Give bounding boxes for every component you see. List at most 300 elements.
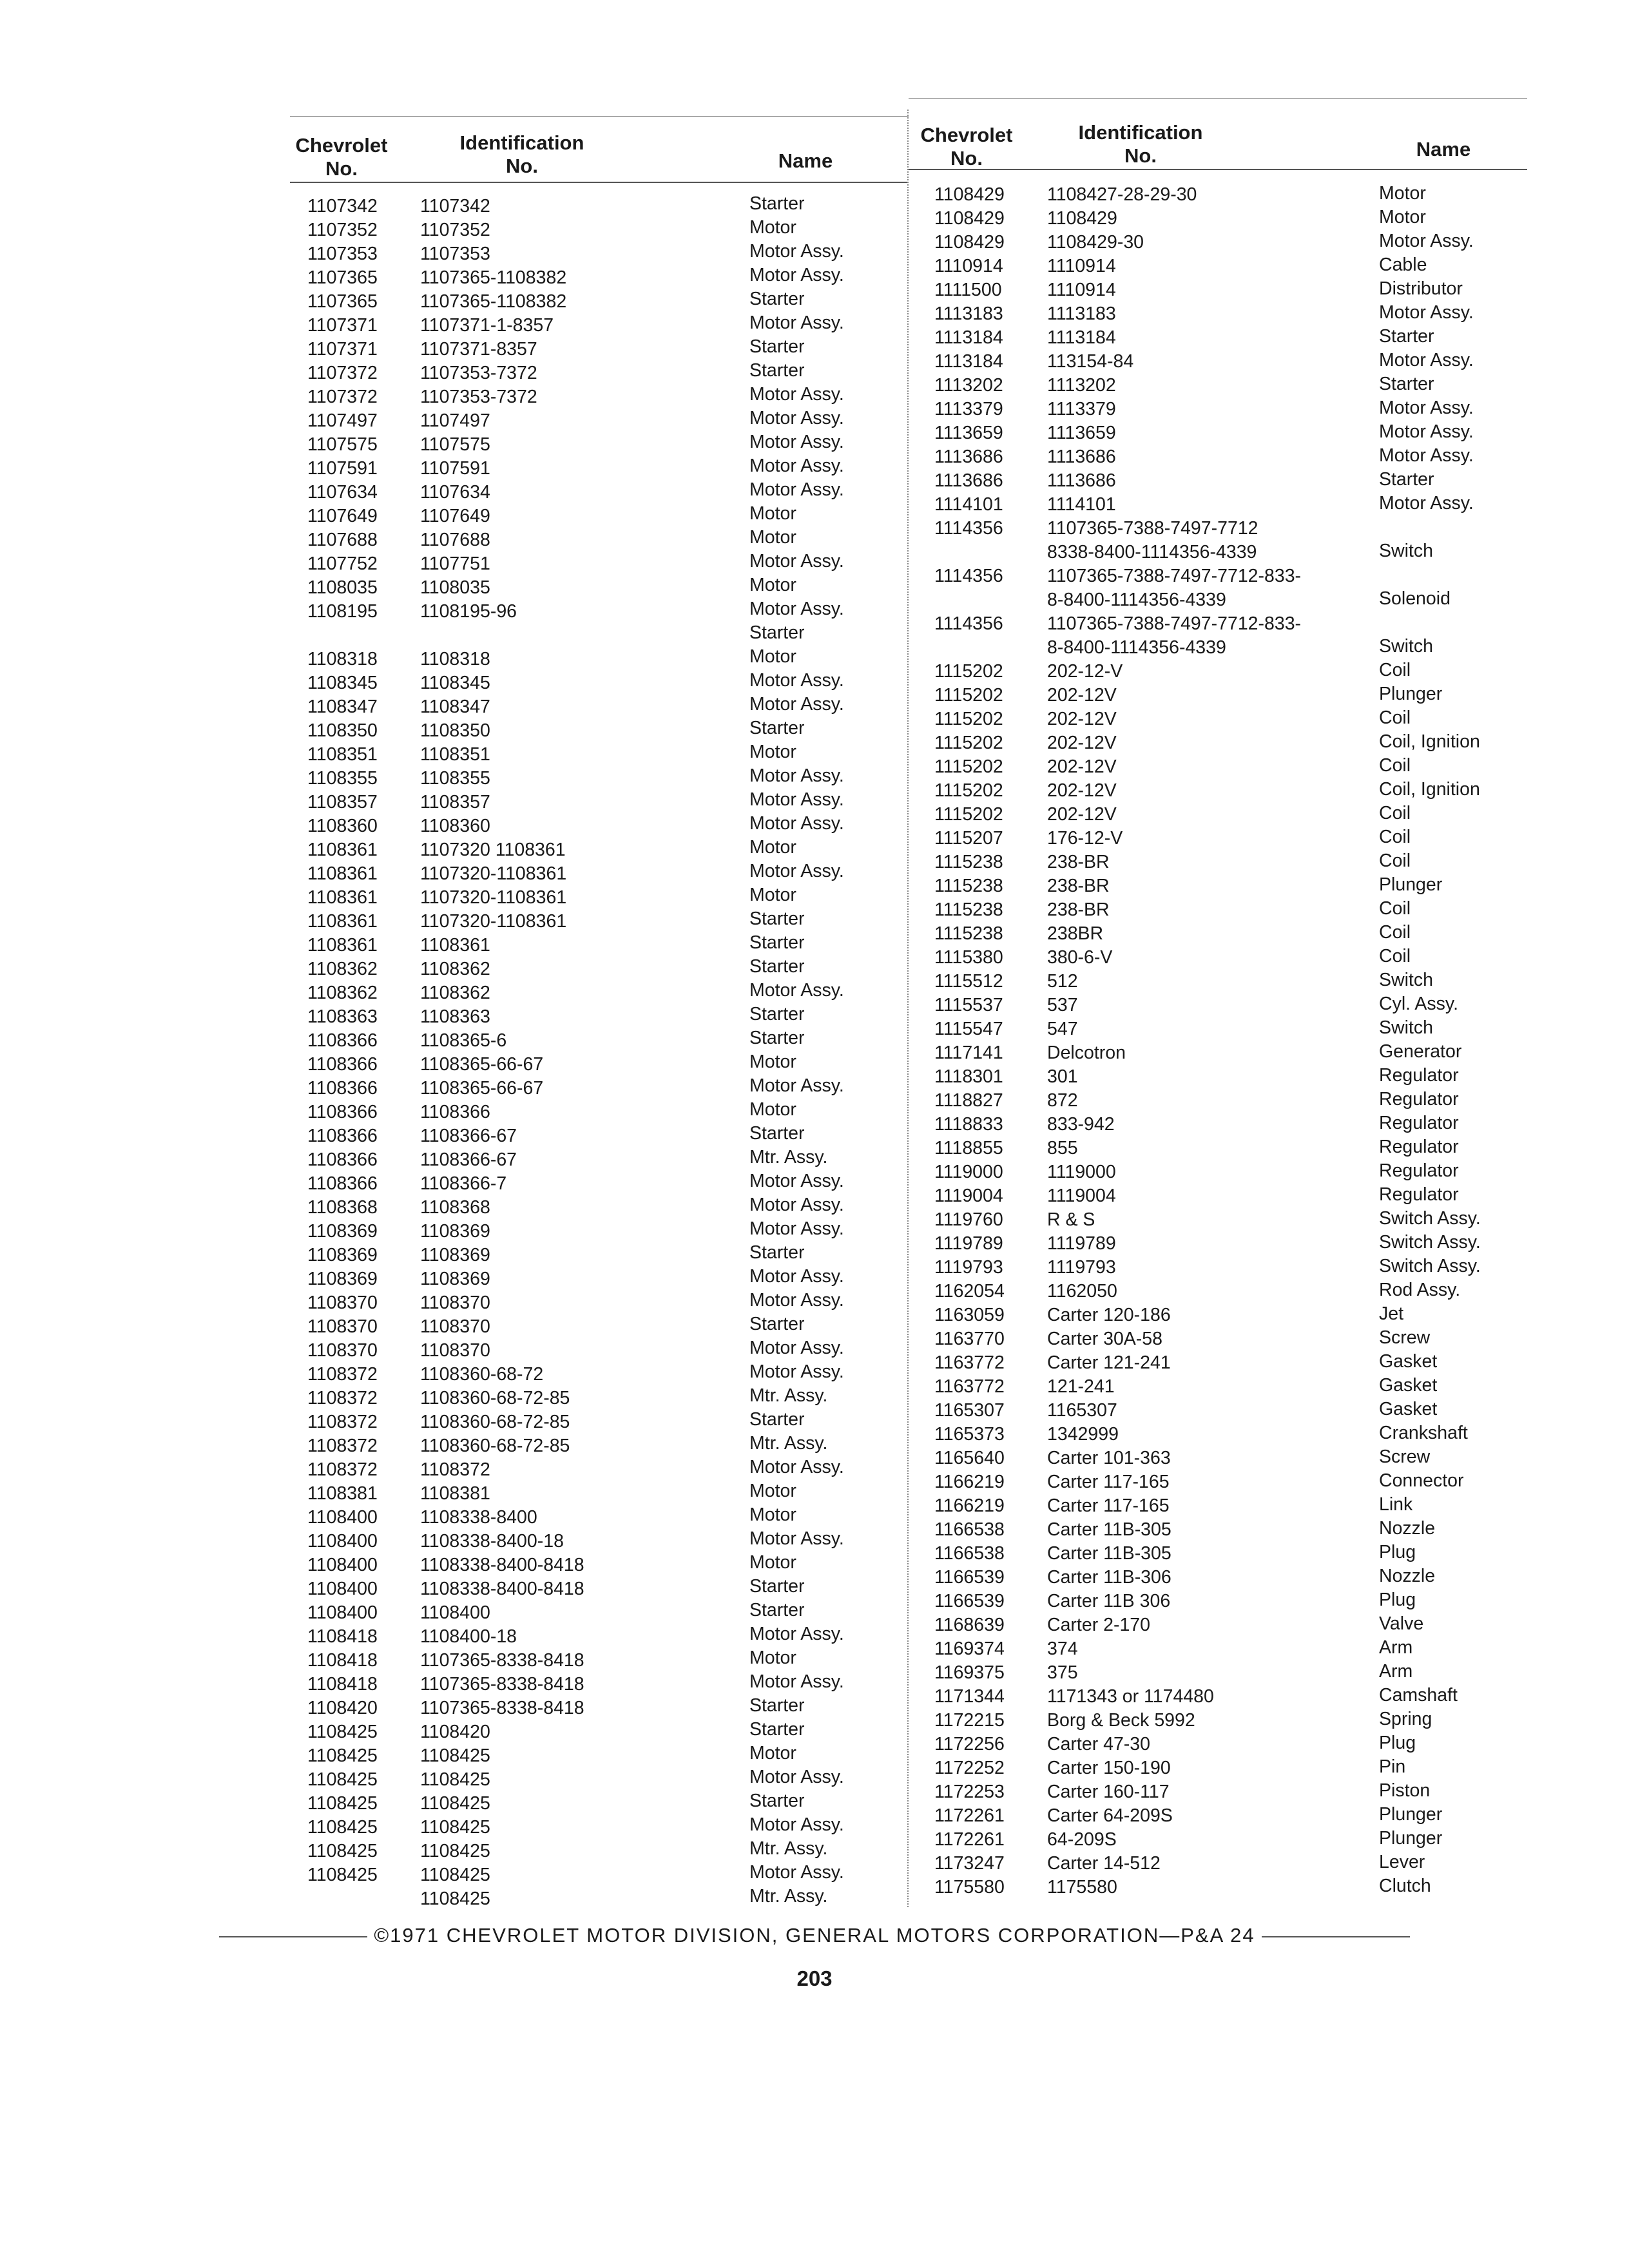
table-cell: 1108360-68-72 xyxy=(420,1364,544,1385)
table-cell: Motor xyxy=(749,503,796,524)
table-cell: Coil xyxy=(1379,827,1411,847)
table-cell: 872 xyxy=(1047,1090,1078,1111)
table-cell xyxy=(1379,563,1481,587)
table-cell: Motor Assy. xyxy=(1379,231,1474,251)
right-name-column xyxy=(1379,182,1481,1898)
table-cell: Motor Assy. xyxy=(749,599,844,619)
table-cell: 1107591 xyxy=(307,458,378,479)
table-cell xyxy=(420,624,584,648)
table-cell: 1108195 xyxy=(307,601,378,622)
table-cell: 1110914 xyxy=(1047,280,1116,300)
table-cell: Coil, Ignition xyxy=(1379,779,1480,800)
table-cell: 1118301 xyxy=(934,1066,1003,1087)
table-cell: Plunger xyxy=(1379,1828,1443,1849)
table-cell: 1108425 xyxy=(420,1769,490,1790)
table-cell: 301 xyxy=(1047,1066,1078,1087)
table-cell: 1107365 xyxy=(307,267,378,288)
table-cell: 1166538 xyxy=(934,1519,1005,1540)
table-cell: Motor xyxy=(749,1481,796,1501)
table-cell: Clutch xyxy=(1379,1876,1431,1896)
table-cell: Starter xyxy=(749,1791,805,1811)
table-cell: 1108361 xyxy=(307,863,378,884)
table-cell: 1107497 xyxy=(420,410,490,431)
table-cell: 1108369 xyxy=(420,1269,490,1289)
left-header-name: Name xyxy=(778,149,833,172)
table-cell: 1108338-8400 xyxy=(420,1507,537,1528)
table-cell: 1107688 xyxy=(420,530,490,550)
table-cell: 1113686 xyxy=(1047,447,1116,467)
table-cell: Motor Assy. xyxy=(749,312,844,333)
table-cell: 1108425 xyxy=(307,1865,378,1885)
table-cell: 1108425 xyxy=(307,1722,378,1742)
table-cell: Regulator xyxy=(1379,1160,1459,1181)
table-cell: 1113183 xyxy=(934,303,1003,324)
header-rule-left xyxy=(290,182,909,183)
table-cell: 1166219 xyxy=(934,1472,1005,1492)
table-cell: 1108400 xyxy=(307,1555,378,1575)
table-cell: 1107365-8338-8418 xyxy=(420,1650,584,1671)
table-cell: Coil xyxy=(1379,922,1411,943)
table-cell: 8338-8400-1114356-4339 xyxy=(1047,542,1257,562)
table-cell: 1108338-8400-18 xyxy=(420,1531,564,1552)
table-cell: 1107320-1108361 xyxy=(420,911,567,932)
table-cell: 1108425 xyxy=(420,1793,490,1814)
table-cell: 1108368 xyxy=(307,1197,378,1218)
table-cell: 1119793 xyxy=(934,1257,1003,1278)
table-cell: 1108361 xyxy=(420,935,490,956)
table-cell: Motor Assy. xyxy=(749,1457,844,1477)
table-cell xyxy=(934,588,1005,612)
table-cell: 537 xyxy=(1047,995,1078,1015)
copyright-text: ©1971 CHEVROLET MOTOR DIVISION, GENERAL MOTORS CORPORATION—P&A 24 xyxy=(374,1924,1255,1946)
table-cell: 1169374 xyxy=(934,1639,1005,1659)
table-cell: Carter 121-241 xyxy=(1047,1352,1171,1373)
table-cell: Lever xyxy=(1379,1852,1425,1872)
table-cell: 1115380 xyxy=(934,947,1003,968)
table-cell: 1342999 xyxy=(1047,1424,1119,1445)
table-cell: Screw xyxy=(1379,1327,1431,1348)
table-cell: Pin xyxy=(1379,1756,1406,1777)
table-cell: 1107371-1-8357 xyxy=(420,315,554,336)
table-cell: 1107372 xyxy=(307,363,378,383)
table-cell: Motor Assy. xyxy=(749,1361,844,1382)
table-cell: 1108425 xyxy=(420,1841,490,1861)
table-cell: 1108366-67 xyxy=(420,1126,517,1146)
table-cell: 1108345 xyxy=(307,673,378,693)
table-cell: 1108351 xyxy=(420,744,490,765)
table-cell: 1108365-66-67 xyxy=(420,1054,544,1075)
table-cell: 1163059 xyxy=(934,1305,1005,1325)
table-cell: 1115238 xyxy=(934,923,1003,944)
table-cell: Gasket xyxy=(1379,1399,1438,1419)
table-cell: 1107688 xyxy=(307,530,378,550)
table-cell: 1107353 xyxy=(420,244,490,264)
table-cell: 1114356 xyxy=(934,518,1003,539)
table-cell: Arm xyxy=(1379,1637,1413,1658)
table-cell: Delcotron xyxy=(1047,1043,1126,1063)
table-cell: 1108360 xyxy=(307,816,378,836)
table-cell: 1107365-7388-7497-7712-833- xyxy=(1047,613,1302,634)
table-cell: 1175580 xyxy=(934,1877,1005,1898)
table-cell: 1108425 xyxy=(420,1745,490,1766)
table-cell: Motor xyxy=(749,646,796,667)
table-cell: Regulator xyxy=(1379,1065,1459,1086)
table-cell: 1108368 xyxy=(420,1197,490,1218)
table-cell: Carter 2-170 xyxy=(1047,1615,1150,1635)
table-cell: 1107353-7372 xyxy=(420,387,537,407)
table-cell: 1115537 xyxy=(934,995,1003,1015)
table-cell: Switch Assy. xyxy=(1379,1232,1481,1253)
table-cell: 1110914 xyxy=(1047,256,1116,276)
table-cell: Mtr. Assy. xyxy=(749,1147,828,1168)
table-cell: Rod Assy. xyxy=(1379,1280,1461,1300)
table-cell: 1108366 xyxy=(420,1102,490,1122)
table-cell: 1108366 xyxy=(307,1102,378,1122)
table-cell: 1108035 xyxy=(420,577,490,598)
table-cell: 1108372 xyxy=(420,1459,490,1480)
table-cell: Carter 14-512 xyxy=(1047,1853,1161,1874)
table-cell: Motor xyxy=(749,217,796,238)
right-header-chevrolet-no: Chevrolet No. xyxy=(920,124,1013,169)
table-cell: 1108360-68-72-85 xyxy=(420,1412,570,1432)
table-cell: 1108425 xyxy=(307,1841,378,1861)
table-cell: 1108361 xyxy=(307,887,378,908)
table-cell: 1108370 xyxy=(420,1316,490,1337)
table-cell xyxy=(307,624,378,648)
table-cell: 1171344 xyxy=(934,1686,1005,1707)
table-cell: 1108355 xyxy=(420,768,490,789)
table-cell: 1165307 xyxy=(1047,1400,1117,1421)
table-cell: Coil, Ignition xyxy=(1379,731,1480,752)
table-cell: Nozzle xyxy=(1379,1566,1436,1586)
table-cell: Motor xyxy=(749,1099,796,1120)
table-cell: Motor Assy. xyxy=(749,813,844,834)
table-cell: 1107575 xyxy=(420,434,490,455)
table-cell: Motor Assy. xyxy=(749,551,844,572)
table-cell: Motor xyxy=(1379,183,1426,204)
table-cell: Mtr. Assy. xyxy=(749,1433,828,1454)
table-cell: 1107353 xyxy=(307,244,378,264)
table-cell: 1175580 xyxy=(1047,1877,1117,1898)
table-cell: Switch xyxy=(1379,970,1433,990)
table-cell: Regulator xyxy=(1379,1089,1459,1110)
table-cell: Motor Assy. xyxy=(749,1218,844,1239)
table-cell: 1118855 xyxy=(934,1138,1003,1158)
table-cell: 1172256 xyxy=(934,1734,1005,1754)
table-cell: 1108372 xyxy=(307,1412,378,1432)
table-cell: Coil xyxy=(1379,898,1411,919)
table-cell: Carter 64-209S xyxy=(1047,1805,1173,1826)
table-cell xyxy=(1379,515,1481,539)
table-cell: Motor Assy. xyxy=(749,1624,844,1644)
table-cell: Motor xyxy=(749,742,796,762)
table-cell: Starter xyxy=(749,1314,805,1334)
table-cell: 1108425 xyxy=(307,1745,378,1766)
table-cell: 1108369 xyxy=(307,1269,378,1289)
table-cell: 8-8400-1114356-4339 xyxy=(1047,637,1226,658)
table-cell: 1108418 xyxy=(307,1626,378,1647)
table-cell: 1108400 xyxy=(420,1602,490,1623)
table-cell: 176-12-V xyxy=(1047,828,1123,849)
top-rule-right xyxy=(909,98,1527,99)
table-cell: 1163770 xyxy=(934,1329,1005,1349)
table-cell: 1108357 xyxy=(307,792,378,812)
table-cell: 1108429 xyxy=(934,208,1005,229)
table-cell: 1108350 xyxy=(420,720,490,741)
table-cell: 1107752 xyxy=(307,553,378,574)
left-header-identification-no: Identification No. xyxy=(459,131,584,177)
table-cell: 1107352 xyxy=(420,220,490,240)
table-cell: 380-6-V xyxy=(1047,947,1113,968)
table-cell: Mtr. Assy. xyxy=(749,1385,828,1406)
right-header-identification-no: Identification No. xyxy=(1078,121,1203,167)
table-cell: Motor Assy. xyxy=(749,861,844,881)
table-cell: 202-12V xyxy=(1047,756,1117,777)
table-cell: Motor Assy. xyxy=(1379,421,1474,442)
table-cell: Starter xyxy=(1379,374,1434,394)
table-cell: 1108427-28-29-30 xyxy=(1047,184,1197,205)
table-cell: Valve xyxy=(1379,1613,1424,1634)
table-cell: Carter 30A-58 xyxy=(1047,1329,1163,1349)
table-cell: 1108429 xyxy=(1047,208,1117,229)
table-cell: 202-12V xyxy=(1047,709,1117,729)
table-cell: 1108035 xyxy=(307,577,378,598)
table-cell: 1107497 xyxy=(307,410,378,431)
table-cell: Motor Assy. xyxy=(749,1338,844,1358)
table-cell: 1115238 xyxy=(934,899,1003,920)
table-cell: 1108360-68-72-85 xyxy=(420,1388,570,1408)
table-cell: 1107365-8338-8418 xyxy=(420,1674,584,1695)
table-cell: 1119793 xyxy=(1047,1257,1116,1278)
table-cell: 238BR xyxy=(1047,923,1104,944)
table-cell: Carter 117-165 xyxy=(1047,1472,1170,1492)
table-cell: 1108347 xyxy=(420,697,490,717)
table-cell: 1108361 xyxy=(307,911,378,932)
table-cell: Coil xyxy=(1379,850,1411,871)
table-cell: Motor Assy. xyxy=(1379,350,1474,370)
table-cell: 1118827 xyxy=(934,1090,1003,1111)
table-cell: 1115202 xyxy=(934,756,1003,777)
table-cell: 1118833 xyxy=(934,1114,1003,1135)
table-cell: 1114101 xyxy=(1047,494,1116,515)
table-cell: 1107365 xyxy=(307,291,378,312)
table-cell: 1162050 xyxy=(1047,1281,1117,1302)
table-cell: 1108425 xyxy=(307,1793,378,1814)
table-cell: Starter xyxy=(749,908,805,929)
table-cell: Motor Assy. xyxy=(749,1266,844,1287)
table-cell: 1108347 xyxy=(307,697,378,717)
table-cell: 1107342 xyxy=(307,196,378,216)
table-cell: 1107320-1108361 xyxy=(420,863,567,884)
table-cell: Spring xyxy=(1379,1709,1432,1729)
table-cell: Mtr. Assy. xyxy=(749,1838,828,1859)
table-cell: 833-942 xyxy=(1047,1114,1115,1135)
table-cell: 1108370 xyxy=(307,1293,378,1313)
table-cell: 1163772 xyxy=(934,1376,1005,1397)
table-cell: 1172253 xyxy=(934,1782,1005,1802)
table-cell: 1113659 xyxy=(1047,423,1116,443)
table-cell: Carter 117-165 xyxy=(1047,1495,1170,1516)
table-cell: 1113379 xyxy=(1047,399,1116,419)
table-cell: Regulator xyxy=(1379,1137,1459,1157)
table-cell: 1108425 xyxy=(420,1817,490,1838)
table-cell: 1107371 xyxy=(307,315,378,336)
table-cell: Starter xyxy=(749,1409,805,1430)
table-cell: 1119789 xyxy=(1047,1233,1116,1254)
table-cell: Motor Assy. xyxy=(1379,493,1474,514)
table-cell: 1108195-96 xyxy=(420,601,517,622)
table-cell: Regulator xyxy=(1379,1113,1459,1133)
table-cell: 1108418 xyxy=(307,1674,378,1695)
table-cell: 1108420 xyxy=(420,1722,490,1742)
table-cell: Borg & Beck 5992 xyxy=(1047,1710,1195,1731)
table-cell: Motor xyxy=(749,575,796,595)
table-cell: Starter xyxy=(749,360,805,381)
table-cell: Plug xyxy=(1379,1542,1416,1562)
table-cell: Starter xyxy=(749,1123,805,1144)
table-cell: 1110914 xyxy=(934,256,1003,276)
table-cell: Gasket xyxy=(1379,1351,1438,1372)
table-cell: 1108425 xyxy=(307,1769,378,1790)
table-cell: 1115202 xyxy=(934,685,1003,706)
table-cell: 1108418 xyxy=(307,1650,378,1671)
table-cell: 1113379 xyxy=(934,399,1003,419)
page-number: 203 xyxy=(796,1966,833,1990)
table-cell: 1117141 xyxy=(934,1043,1003,1063)
table-cell: 1114101 xyxy=(934,494,1003,515)
right-header-name: Name xyxy=(1416,138,1471,160)
table-cell: Motor Assy. xyxy=(749,1290,844,1311)
table-cell: Switch Assy. xyxy=(1379,1256,1481,1276)
table-cell: Motor Assy. xyxy=(749,1862,844,1883)
table-cell: Motor Assy. xyxy=(749,432,844,452)
table-cell: Carter 11B 306 xyxy=(1047,1591,1171,1611)
table-cell: 1172261 xyxy=(934,1805,1005,1826)
table-cell: 1166219 xyxy=(934,1495,1005,1516)
table-cell: Carter 11B-306 xyxy=(1047,1567,1171,1588)
table-cell: Motor Assy. xyxy=(749,479,844,500)
table-cell: 1113686 xyxy=(934,447,1003,467)
table-cell: 375 xyxy=(1047,1662,1078,1683)
table-cell: Camshaft xyxy=(1379,1685,1458,1706)
table-cell: Motor Assy. xyxy=(749,1671,844,1692)
table-cell: 1113183 xyxy=(1047,303,1116,324)
table-cell: 1107371-8357 xyxy=(420,339,537,360)
table-cell: Motor xyxy=(1379,207,1426,227)
table-cell: 1108400 xyxy=(307,1507,378,1528)
table-cell: 1108381 xyxy=(307,1483,378,1504)
table-cell: Cable xyxy=(1379,255,1427,275)
table-cell: 1113184 xyxy=(1047,327,1116,348)
table-cell: 202-12V xyxy=(1047,780,1117,801)
table-cell: Carter 120-186 xyxy=(1047,1305,1171,1325)
table-cell: 1108366 xyxy=(307,1054,378,1075)
table-cell: Plunger xyxy=(1379,1804,1443,1825)
table-cell: Motor Assy. xyxy=(749,1528,844,1549)
table-cell: Motor Assy. xyxy=(749,1767,844,1787)
table-cell: 1119760 xyxy=(934,1209,1003,1230)
table-cell: 1107365-7388-7497-7712-833- xyxy=(1047,566,1302,586)
table-cell: Starter xyxy=(749,1242,805,1263)
table-cell: 1119000 xyxy=(1047,1162,1116,1182)
table-cell: 1108366 xyxy=(307,1078,378,1099)
table-cell: 8-8400-1114356-4339 xyxy=(1047,590,1226,610)
table-cell: Motor Assy. xyxy=(749,670,844,691)
table-cell: 1119004 xyxy=(1047,1186,1116,1206)
table-cell: Distributor xyxy=(1379,278,1463,299)
table-cell: 1107634 xyxy=(307,482,378,503)
table-cell: Carter 11B-305 xyxy=(1047,1519,1171,1540)
table-cell: 1107365-8338-8418 xyxy=(420,1698,584,1718)
table-cell: 238-BR xyxy=(1047,876,1110,896)
table-cell: Motor xyxy=(749,1648,796,1668)
table-cell: 1108355 xyxy=(307,768,378,789)
table-cell: 1115202 xyxy=(934,780,1003,801)
table-cell: Starter xyxy=(749,1576,805,1597)
table-cell: 1166539 xyxy=(934,1567,1005,1588)
table-cell: Starter xyxy=(749,718,805,738)
footer-rule-right xyxy=(1262,1936,1410,1937)
table-cell: Motor Assy. xyxy=(1379,445,1474,466)
table-cell: 1163772 xyxy=(934,1352,1005,1373)
table-cell: 1169375 xyxy=(934,1662,1005,1683)
table-cell: 1108365-66-67 xyxy=(420,1078,544,1099)
table-cell: 1108369 xyxy=(307,1245,378,1265)
table-cell: 374 xyxy=(1047,1639,1078,1659)
table-cell: 1115202 xyxy=(934,709,1003,729)
table-cell: 547 xyxy=(1047,1019,1078,1039)
table-cell: Arm xyxy=(1379,1661,1413,1682)
table-cell: 1108420 xyxy=(307,1698,378,1718)
table-cell: Starter xyxy=(749,932,805,953)
table-cell: 1108429 xyxy=(934,232,1005,253)
table-cell: Carter 47-30 xyxy=(1047,1734,1150,1754)
table-cell: Motor xyxy=(749,1743,796,1763)
table-cell: 1108400 xyxy=(307,1531,378,1552)
table-cell: 1108372 xyxy=(307,1459,378,1480)
table-cell: 1108345 xyxy=(420,673,490,693)
copyright-footer xyxy=(0,1924,1629,1947)
table-cell: 113154-84 xyxy=(1047,351,1134,372)
table-cell: 1166538 xyxy=(934,1543,1005,1564)
table-cell: Motor Assy. xyxy=(749,1814,844,1835)
table-cell: Carter 11B-305 xyxy=(1047,1543,1171,1564)
table-cell: 1172215 xyxy=(934,1710,1005,1731)
table-cell: 1108362 xyxy=(307,983,378,1003)
table-cell: 202-12V xyxy=(1047,733,1117,753)
table-cell: 1108369 xyxy=(420,1245,490,1265)
table-cell: 1108366 xyxy=(307,1126,378,1146)
table-cell: 1114356 xyxy=(934,566,1003,586)
table-cell: Plunger xyxy=(1379,874,1443,895)
table-cell: Motor Assy. xyxy=(749,384,844,405)
table-cell: Coil xyxy=(1379,660,1411,680)
table-cell: 1108318 xyxy=(420,649,490,669)
table-cell: 1108429 xyxy=(934,184,1005,205)
table-cell: 1165640 xyxy=(934,1448,1005,1468)
table-cell: Coil xyxy=(1379,803,1411,823)
table-cell: Motor Assy. xyxy=(749,408,844,428)
table-cell: 1108357 xyxy=(420,792,490,812)
table-cell: Jet xyxy=(1379,1303,1404,1324)
table-cell: Connector xyxy=(1379,1470,1464,1491)
table-cell: 1108400-18 xyxy=(420,1626,517,1647)
table-cell: Motor Assy. xyxy=(749,789,844,810)
table-cell: Starter xyxy=(749,1695,805,1716)
table-cell: 1113184 xyxy=(934,327,1003,348)
table-cell: Plunger xyxy=(1379,684,1443,704)
column-divider xyxy=(907,110,909,1907)
